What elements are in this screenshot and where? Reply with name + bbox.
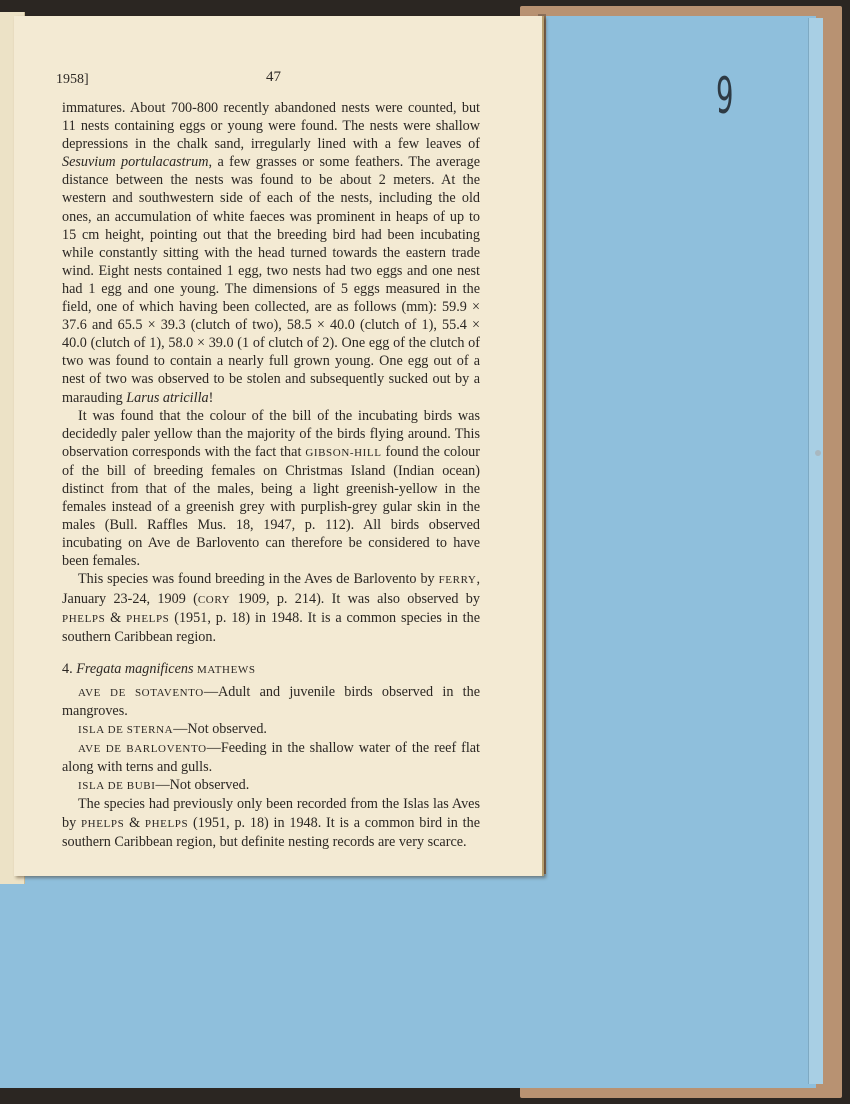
paragraph-bill-colour: It was found that the colour of the bill of the incubating birds was decidedly paler yellow than the majority of the birds flying around. This observation corresponds with the fact that GIBSON-HILL found the colour of the bill of breeding females on Christmas Island (Indian ocean) distinct from that of the males, being a light greenish-yellow in the females instead of a greenish grey with purplish-grey gular skin in the males (Bull. Raffles Mus. 18, 1947, p. 112). All birds observed incubating on Ave de Barlovento can therefore be considered to have been females. [62,407,480,570]
running-header [56,69,486,92]
locality-isla-de-sterna: ISLA DE STERNA—Not observed. [78,721,267,738]
paragraph-previous-records: The species had previously only been recorded from the Islas las Aves by PHELPS & PHELPS (1951, p. 18) in 1948. It is a common bird in the southern Caribbean region, but definite nesting records are very scarce. [62,796,480,850]
locality-isla-de-bubi: ISLA DE BUBI—Not observed. [78,777,250,794]
body-text [62,99,480,851]
locality-ave-de-sotavento: AVE DE SOTAVENTO—Adult and juvenile birds observed in the mangroves. [62,683,480,719]
species-heading: 4. Fregata magnificens MATHEWS [62,660,256,677]
paper-spot [815,450,821,456]
paragraph-nesting: immatures. About 700-800 recently abandoned nests were counted, but 11 nests containing eggs or young were found. The nests were shallow depressions in the chalk sand, irregularly lined with a few leaves of Sesuvium portulacastrum, a few grasses or some feathers. The average distance between the nests was found to be about 2 meters. At the western and southwestern side of each of the nests, including the old ones, an accumulation of white faeces was prominent in heaps of up to 15 cm height, pointing out that the breeding bird had been incubating while constantly sitting with the head turned towards the eastern trade wind. Eight nests contained 1 egg, two nests had two eggs and one nest had 1 egg and one young. The dimensions of 5 eggs measured in the field, one of which having been collected, are as follows (mm): 59.9 × 37.6 and 65.5 × 39.3 (clutch of two), 58.5 × 40.0 (clutch of 1), 55.4 × 40.0 (clutch of 1), 58.0 × 39.0 (1 of clutch of 2). One egg of the clutch of two was found to contain a nearly full grown young. One egg out of a nest of two was observed to be stolen and subsequently sucked out by a marauding Larus atricilla! [62,100,480,406]
paragraph-breeding-records: This species was found breeding in the Aves de Barlovento by FERRY, January 23-24, 1909 (CORY 1909, p. 214). It was also observed by PHELPS & PHELPS (1951, p. 18) in 1948. It is a common species in the southern Caribbean region. [62,571,480,645]
blue-paper-edge [808,18,823,1084]
running-head-year: 1958] [56,72,89,87]
page-number: 47 [266,69,281,85]
locality-ave-de-barlovento: AVE DE BARLOVENTO—Feeding in the shallow water of the reef flat along with terns and gulls. [62,740,480,776]
handwritten-number-stamp: 9 [716,67,734,125]
